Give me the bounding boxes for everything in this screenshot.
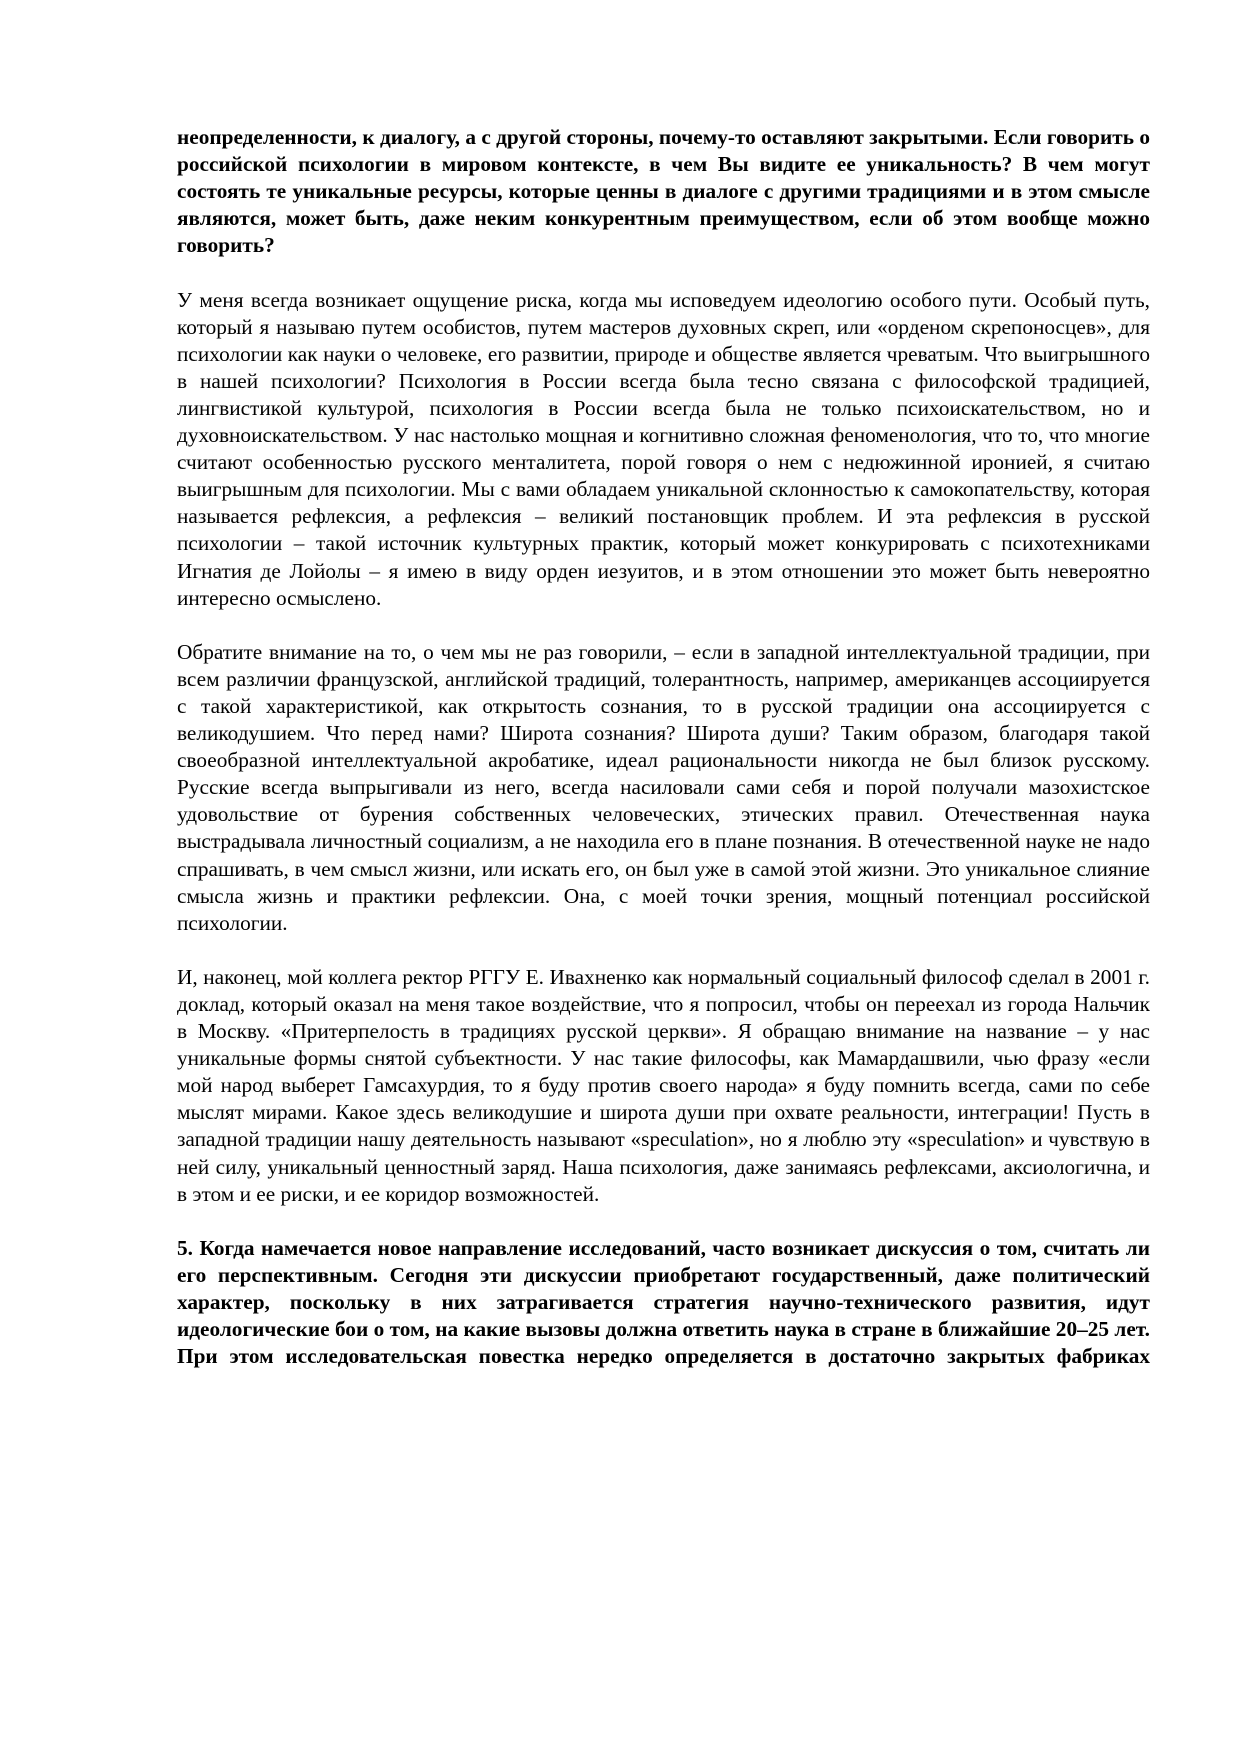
answer-paragraph-tolerance: Обратите внимание на то, о чем мы не раз говорили, – если в западной интеллектуальной традиции, при всем различии французской, английской традиций, толерантность, например, американцев ассоциируется с такой характеристикой, как открытость сознания, то в русской традиции она ассоциируется с великодушием. Что перед нами? Широта сознания? Широта души? Таким образом, благодаря такой своеобразной интеллектуальной акробатике, идеал рациональности никогда не был близок русскому. Русские всегда выпрыгивали из него, всегда насиловали сами себя и порой получали мазохистское удовольствие от бурения собственных человеческих, этических правил. Отечественная наука выстрадывала личностный социализм, а не находила его в плане познания. В отечественной науке не надо спрашивать, в чем смысл жизни, или искать его, он был уже в самой этой жизни. Это уникальное слияние смысла жизнь и практики рефлексии. Она, с моей точки зрения, мощный потенциал российской психологии. <box>177 639 1150 935</box>
question-continuation-paragraph: неопределенности, к диалогу, а с другой стороны, почему-то оставляют закрытыми. Если говорить о российской психологии в мировом контексте, в чем Вы видите ее уникальность? В чем могут состоять те уникальные ресурсы, которые ценны в диалоге с другими традициями и в этом смысле являются, может быть, даже неким конкурентным преимуществом, если об этом вообще можно говорить? <box>177 125 1150 258</box>
document-page <box>177 124 1150 1397</box>
answer-paragraph-special-path: У меня всегда возникает ощущение риска, когда мы исповедуем идеологию особого пути. Особый путь, который я называю путем особистов, путем мастеров духовных скреп, или «орденом скрепоносцев», для психологии как науки о человеке, его развитии, природе и обществе является чреватым. Что выигрышного в нашей психологии? Психология в России всегда была тесно связана с философской традицией, лингвистикой культурой, психология в России всегда была не только психоискательством, но и духовноискательством. У нас настолько мощная и когнитивно сложная феноменология, что то, что многие считают особенностью русского менталитета, порой говоря о нем с недюжинной иронией, я считаю выигрышным для психологии. Мы с вами обладаем уникальной склонностью к самокопательству, которая называется рефлексия, а рефлексия – великий постановщик проблем. И эта рефлексия в русской психологии – такой источник культурных практик, который может конкурировать с психотехниками Игнатия де Лойолы – я имею в виду орден иезуитов, и в этом отношении это может быть невероятно интересно осмыслено. <box>177 287 1150 610</box>
question-5-paragraph: 5. Когда намечается новое направление исследований, часто возникает дискуссия о том, считать ли его перспективным. Сегодня эти дискуссии приобретают государственный, даже политический характер, поскольку в них затрагивается стратегия научно-технического развития, идут идеологические бои о том, на какие вызовы должна ответить наука в стране в ближайшие 20–25 лет. При этом исследовательская повестка нередко определяется в достаточно закрытых фабриках <box>177 1235 1150 1369</box>
answer-paragraph-philosophers: И, наконец, мой коллега ректор РГГУ Е. Ивахненко как нормальный социальный философ сделал в 2001 г. доклад, который оказал на меня такое воздействие, что я попросил, чтобы он переехал из города Нальчик в Москву. «Притерпелость в традициях русской церкви». Я обращаю внимание на название – у нас уникальные формы снятой субъектности. У нас такие философы, как Мамардашвили, чью фразу «если мой народ выберет Гамсахурдия, то я буду против своего народа» я буду помнить всегда, сами по себе мыслят мирами. Какое здесь великодушие и широта души при охвате реальности, интеграции! Пусть в западной традиции нашу деятельность называют «speculation», но я люблю эту «speculation» и чувствую в ней силу, уникальный ценностный заряд. Наша психология, даже занимаясь рефлексами, аксиологична, и в этом и ее риски, и ее коридор возможностей. <box>177 964 1150 1206</box>
